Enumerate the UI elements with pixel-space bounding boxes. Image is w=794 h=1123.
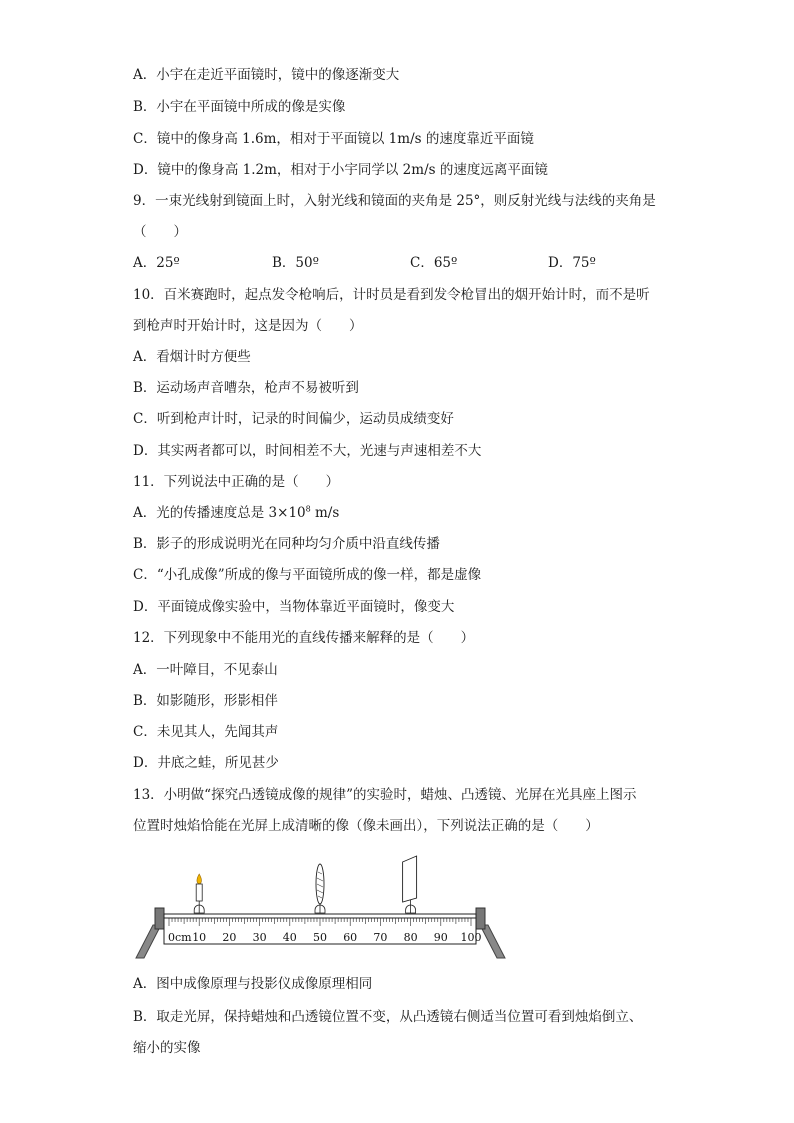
candle [194,874,204,913]
optical-bench-diagram [133,848,513,966]
ruler-label: 40 [282,931,297,944]
q10-stem: 10．百米赛跑时，起点发令枪响后，计时员是看到发令枪冒出的烟开始计时，而不是听 [133,287,650,303]
ruler-label: 100 [460,931,482,944]
right-end-block [476,908,485,929]
ruler-label: 50 [313,931,327,944]
q13-option-b: B．取走光屏，保持蜡烛和凸透镜位置不变，从凸透镜右侧适当位置可看到烛焰倒立、 [133,1009,643,1025]
q11-option-d: D．平面镜成像实验中，当物体靠近平面镜时，像变大 [133,599,455,615]
q8-option-b: B．小宇在平面镜中所成的像是实像 [133,99,346,115]
q9-option-a: A．25º [133,255,180,271]
q9-stem-cont: （ ） [133,224,187,240]
q12-option-c: C．未见其人，先闻其声 [133,724,279,740]
q10-stem-cont: 到枪声时开始计时，这是因为（ ） [133,318,363,334]
q10-option-c: C．听到枪声计时，记录的时间偏少，运动员成绩变好 [133,411,454,427]
left-end-block [155,908,164,929]
q13-stem-cont: 位置时烛焰恰能在光屏上成清晰的像（像未画出），下列说法正确的是（ ） [133,818,599,834]
q9-option-d: D．75º [548,255,596,271]
q13-option-a: A．图中成像原理与投影仪成像原理相同 [133,976,373,992]
q8-option-d: D．镜中的像身高 1.2m，相对于小宇同学以 2m/s 的速度远离平面镜 [133,162,548,178]
q12-option-a: A．一叶障目，不见泰山 [133,662,278,678]
ruler-label: 80 [403,931,418,944]
q11-option-b: B．影子的形成说明光在同种均匀介质中沿直线传播 [133,536,440,552]
q9-option-c: C．65º [410,255,458,271]
q11-option-a-unit: m/s [310,505,340,521]
q11-stem: 11．下列说法中正确的是（ ） [133,474,340,490]
q9-option-b: B．50º [272,255,319,271]
ruler-label: 90 [433,931,448,944]
q11-option-a-exponent: 8 [305,504,311,514]
q10-option-a: A．看烟计时方便些 [133,349,251,365]
q13-stem: 13．小明做“探究凸透镜成像的规律”的实验时，蜡烛、凸透镜、光屏在光具座上图示 [133,787,637,803]
q10-option-d: D．其实两者都可以，时间相差不大，光速与声速相差不大 [133,443,482,459]
screen-holder [406,905,416,913]
ruler-label: 20 [222,931,237,944]
light-screen [403,856,417,913]
q8-option-a: A．小宇在走近平面镜时，镜中的像逐渐变大 [133,67,400,83]
ruler-label: 60 [343,931,358,944]
convex-lens [315,864,325,913]
screen-panel [403,856,417,902]
q8-option-c: C．镜中的像身高 1.6m，相对于平面镜以 1m/s 的速度靠近平面镜 [133,131,534,147]
q12-option-d: D．井底之蛙，所见甚少 [133,755,279,771]
q12-stem: 12．下列现象中不能用光的直线传播来解释的是（ ） [133,630,475,646]
candle-body [196,884,202,901]
left-support-leg [136,925,161,958]
q11-option-c: C．“小孔成像”所成的像与平面镜所成的像一样，都是虚像 [133,567,482,583]
q12-option-b: B．如影随形，形影相伴 [133,693,278,709]
ruler-label: 0cm [168,931,192,944]
q11-option-a [133,504,693,522]
lens-holder [315,905,325,913]
q9-stem: 9．一束光线射到镜面上时，入射光线和镜面的夹角是 25°，则反射光线与法线的夹角是 [133,193,656,209]
ruler-label: 70 [373,931,388,944]
q13-option-b-cont: 缩小的实像 [133,1040,201,1056]
right-support-leg [480,925,505,958]
bench-rail [164,914,476,918]
ruler-label: 30 [252,931,267,944]
candle-flame [197,874,202,884]
q10-option-b: B．运动场声音嘈杂，枪声不易被听到 [133,380,359,396]
ruler-label: 10 [192,931,207,944]
candle-holder [194,905,204,913]
q11-option-a-prefix: A．光的传播速度总是 3×10 [133,505,306,521]
